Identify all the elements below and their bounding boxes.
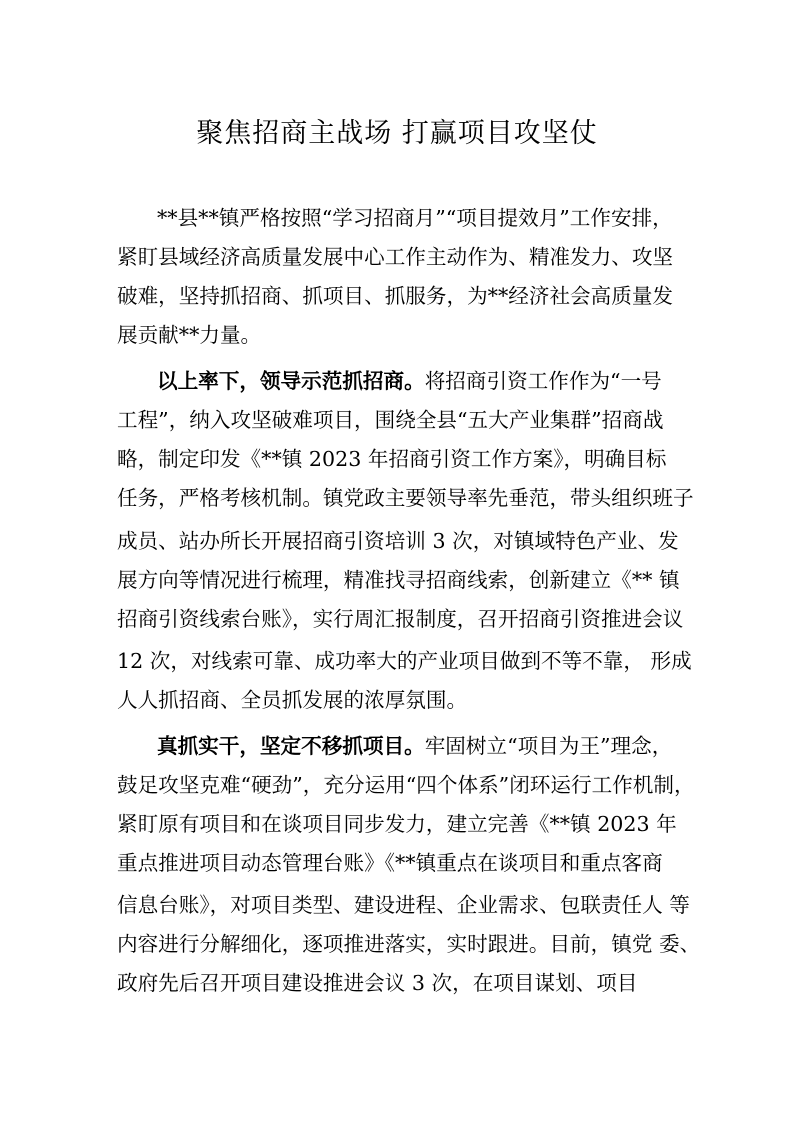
intro-line: 破难，坚持抓招商、抓项目、抓服务，为**经济社会高质量发	[117, 284, 674, 308]
section2-line: 重点推进项目动态管理台账》《**镇重点在谈项目和重点客商	[117, 851, 663, 875]
section1-line: 12 次，对线索可靠、成功率大的产业项目做到不等不靠， 形成	[117, 649, 692, 673]
section2-line: 政府先后召开项目建设推进会议 3 次，在项目谋划、项目	[117, 971, 638, 995]
intro-line: 展贡献**力量。	[117, 323, 262, 347]
section2-lead: 真抓实干，坚定不移抓项目。	[157, 734, 425, 758]
section1-first-line-text: 将招商引资工作作为“一号	[424, 369, 662, 393]
section2-line: 内容进行分解细化，逐项推进落实，实时跟进。目前，镇党 委、	[117, 932, 701, 956]
section1-line: 人人抓招商、全员抓发展的浓厚氛围。	[117, 688, 468, 712]
section2-line: 紧盯原有项目和在谈项目同步发力，建立完善《**镇 2023 年	[117, 812, 677, 836]
section1-lead: 以上率下，领导示范抓招商。	[157, 369, 425, 393]
section2-line: 鼓足攻坚克难“硬劲”，充分运用“四个体系”闭环运行工作机制，	[117, 773, 695, 797]
intro-line: **县**镇严格按照“学习招商月”“项目提效月”工作安排，	[157, 206, 673, 230]
document-title: 聚焦招商主战场 打赢项目攻坚仗	[196, 118, 598, 149]
section1-line: 工程”，纳入攻坚破难项目，围绕全县“五大产业集群”招商战	[117, 408, 664, 432]
section1-line: 任务，严格考核机制。镇党政主要领导率先垂范，带头组织班子	[117, 486, 694, 510]
section1-first-line	[157, 366, 662, 396]
section2-first-line-text: 牢固树立“项目为王”理念，	[424, 734, 673, 758]
intro-line: 紧盯县域经济高质量发展中心工作主动作为、精准发力、攻坚	[117, 245, 674, 269]
section2-first-line	[157, 731, 672, 761]
section1-line: 成员、站办所长开展招商引资培训 3 次，对镇域特色产业、发	[117, 529, 679, 553]
section1-line: 招商引资线索台账》，实行周汇报制度，召开招商引资推进会议	[117, 607, 684, 631]
section2-line: 信息台账》，对项目类型、建设进程、企业需求、包联责任人 等	[117, 893, 690, 917]
section1-line: 略，制定印发《**镇 2023 年招商引资工作方案》，明确目标	[117, 447, 667, 471]
section1-line: 展方向等情况进行梳理，精准找寻招商线索，创新建立《** 镇	[117, 568, 680, 592]
